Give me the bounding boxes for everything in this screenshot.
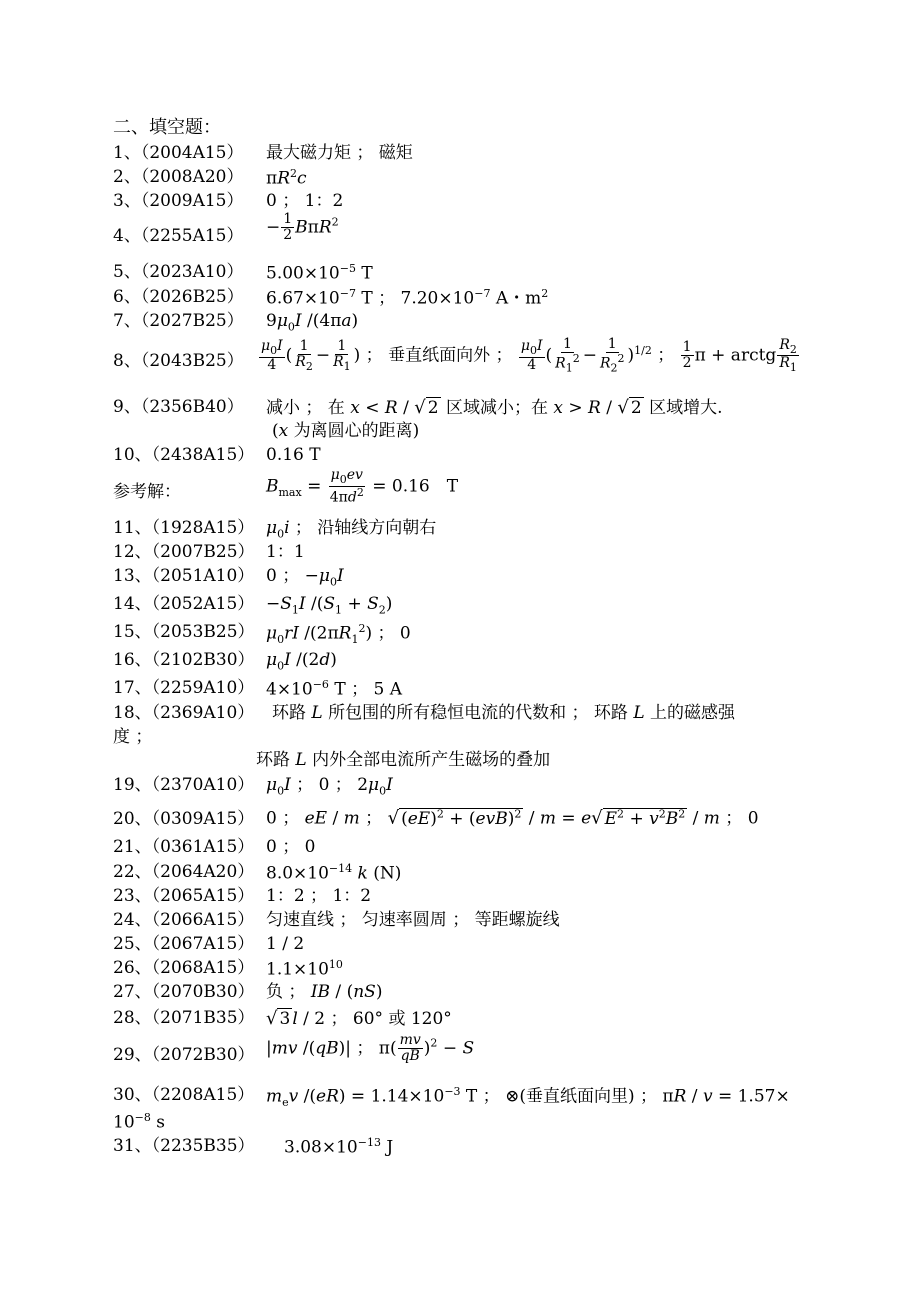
item-answer: 匀速直线 ； 匀速率圆周 ； 等距螺旋线	[266, 910, 560, 930]
item-answer: 最大磁力矩 ； 磁矩	[266, 143, 413, 163]
item-answer: − $\frac{1}{2}$ BπR$^2$	[266, 211, 339, 244]
item-label: 27、（2070B30）	[113, 982, 255, 1002]
item-answer: $4\times 10^{-6}$ T ； 5 A	[266, 678, 402, 700]
item-label: 3、（2009A15）	[113, 191, 244, 211]
item-answer: $8.0\times 10^{-14}$ k (N)	[266, 862, 402, 884]
item-answer-cont: $10^{-8}$ s	[113, 1111, 165, 1133]
item-answer: $\mu_0I$ /(2d)	[266, 650, 337, 673]
item-answer: 1 / 2	[266, 934, 305, 954]
item-note: (x 为离圆心的距离)	[272, 421, 420, 441]
item-label: 23、（2065A15）	[113, 886, 255, 906]
item-answer-cont: 度 ；	[113, 727, 153, 747]
item-label: 17、（2259A10）	[113, 678, 255, 698]
item-answer: |mv /(qB)| ； π( $\frac{mv}{qB}$ )$^2$ − S	[266, 1032, 475, 1065]
item-label: 25、（2067A15）	[113, 934, 255, 954]
item-label: 2、（2008A20）	[113, 167, 244, 187]
item-answer: $9\mu_0I$ /(4πa)	[266, 311, 359, 334]
item-answer: 0 ； 0	[266, 837, 316, 857]
item-label: 22、（2064A20）	[113, 862, 255, 882]
item-label: 21、（0361A15）	[113, 837, 255, 857]
item-answer: $\frac{\mu_0I}{4}$ ( $\frac{1}{R_2}$ − $\frac{1}{R_1}$ ) ； 垂直纸面向外 ； $\frac{\mu_0I}{4}$ ( $\frac{1}{R_1^2}$ − $\frac{1}{R_2^2}$ )$^{1/2}$ ； $\frac{1}{2}$ π + arctg $\frac{R_2}{R_1}$	[261, 336, 797, 375]
item-answer: $\mu_0i$ ； 沿轴线方向朝右	[266, 518, 437, 541]
item-answer: √ 3 l / 2 ； 60° 或 120°	[266, 1008, 452, 1029]
item-answer: $m_ev$ $/(eR) = 1.14\times 10^{-3}$ T ； ⊗(垂直纸面向里) ； πR / v = 1.57×	[266, 1085, 790, 1110]
item-label: 11、（1928A15）	[113, 518, 255, 538]
item-label: 5、（2023A10）	[113, 262, 244, 282]
item-answer: $5.00\times 10^{-5}$ T	[266, 262, 373, 284]
item-label: 13、（2051A10）	[113, 566, 255, 586]
item-answer: 负 ； IB / (nS)	[266, 982, 383, 1002]
item-answer: 0 ； 1：2	[266, 191, 344, 211]
item-label: 24、（2066A15）	[113, 910, 255, 930]
reference-label: 参考解：	[113, 482, 181, 502]
item-label: 6、（2026B25）	[113, 287, 244, 307]
item-answer: 1：2 ； 1：2	[266, 886, 372, 906]
item-answer: $\pi R^2c$	[266, 167, 307, 189]
item-label: 18、（2369A10）	[113, 703, 255, 723]
item-answer: $3.08\times 10^{-13}$ J	[284, 1136, 394, 1158]
item-answer: $\mu_0I$ ； 0 ； $2\mu_0I$	[266, 775, 393, 798]
item-answer: $1.1\times 10^{10}$	[266, 958, 343, 980]
item-label: 26、（2068A15）	[113, 958, 255, 978]
item-answer: 环路 L 所包围的所有稳恒电流的代数和 ； 环路 L 上的磁感强	[272, 703, 736, 723]
item-label: 8、（2043B25）	[113, 351, 244, 371]
item-label: 7、（2027B25）	[113, 311, 244, 331]
item-label: 31、（2235B35）	[113, 1136, 255, 1156]
item-label: 14、（2052A15）	[113, 594, 255, 614]
item-label: 19、（2370A10）	[113, 775, 255, 795]
item-answer: 0.16 T	[266, 445, 321, 465]
item-label: 16、（2102B30）	[113, 650, 255, 670]
reference-formula: $B_{max}$ = $\frac{\mu_0ev}{4\pi d^2}$ = 0.16 T	[266, 467, 459, 506]
item-answer-cont: 环路 L 内外全部电流所产生磁场的叠加	[256, 750, 551, 770]
item-label: 28、（2071B35）	[113, 1008, 255, 1028]
item-label: 30、（2208A15）	[113, 1085, 255, 1105]
item-answer: 1：1	[266, 542, 305, 562]
item-label: 29、（2072B30）	[113, 1045, 255, 1065]
item-label: 1、（2004A15）	[113, 143, 244, 163]
item-answer: 0 ； eE / m ； √ (eE)$^2$ + (evB)$^2$ / m = e√ $E^2 + v^2B^2 / m$ ； 0	[266, 807, 759, 829]
item-answer: $-S_1I$ $/(S_1 + S_2)$	[266, 594, 393, 617]
item-answer: 减小 ； 在 x < R / √ 2 区域减小；在 x > R / √ 2 区域增大.	[266, 397, 723, 418]
item-answer: $\mu_0rI$ $/(2\pi R_1^2)$ ； 0	[266, 622, 411, 647]
item-label: 15、（2053B25）	[113, 622, 255, 642]
item-label: 4、（2255A15）	[113, 226, 244, 246]
item-label: 20、（0309A15）	[113, 809, 255, 829]
item-label: 10、（2438A15）	[113, 445, 255, 465]
item-label: 9、（2356B40）	[113, 397, 244, 417]
item-label: 12、（2007B25）	[113, 542, 255, 562]
item-answer: 0 ； $-\mu_0I$	[266, 566, 344, 589]
item-answer: $6.67\times 10^{-7}$ T ； $7.20\times 10^{-7}$ A・$m^2$	[266, 287, 549, 309]
section-heading: 二、填空题：	[113, 117, 221, 138]
